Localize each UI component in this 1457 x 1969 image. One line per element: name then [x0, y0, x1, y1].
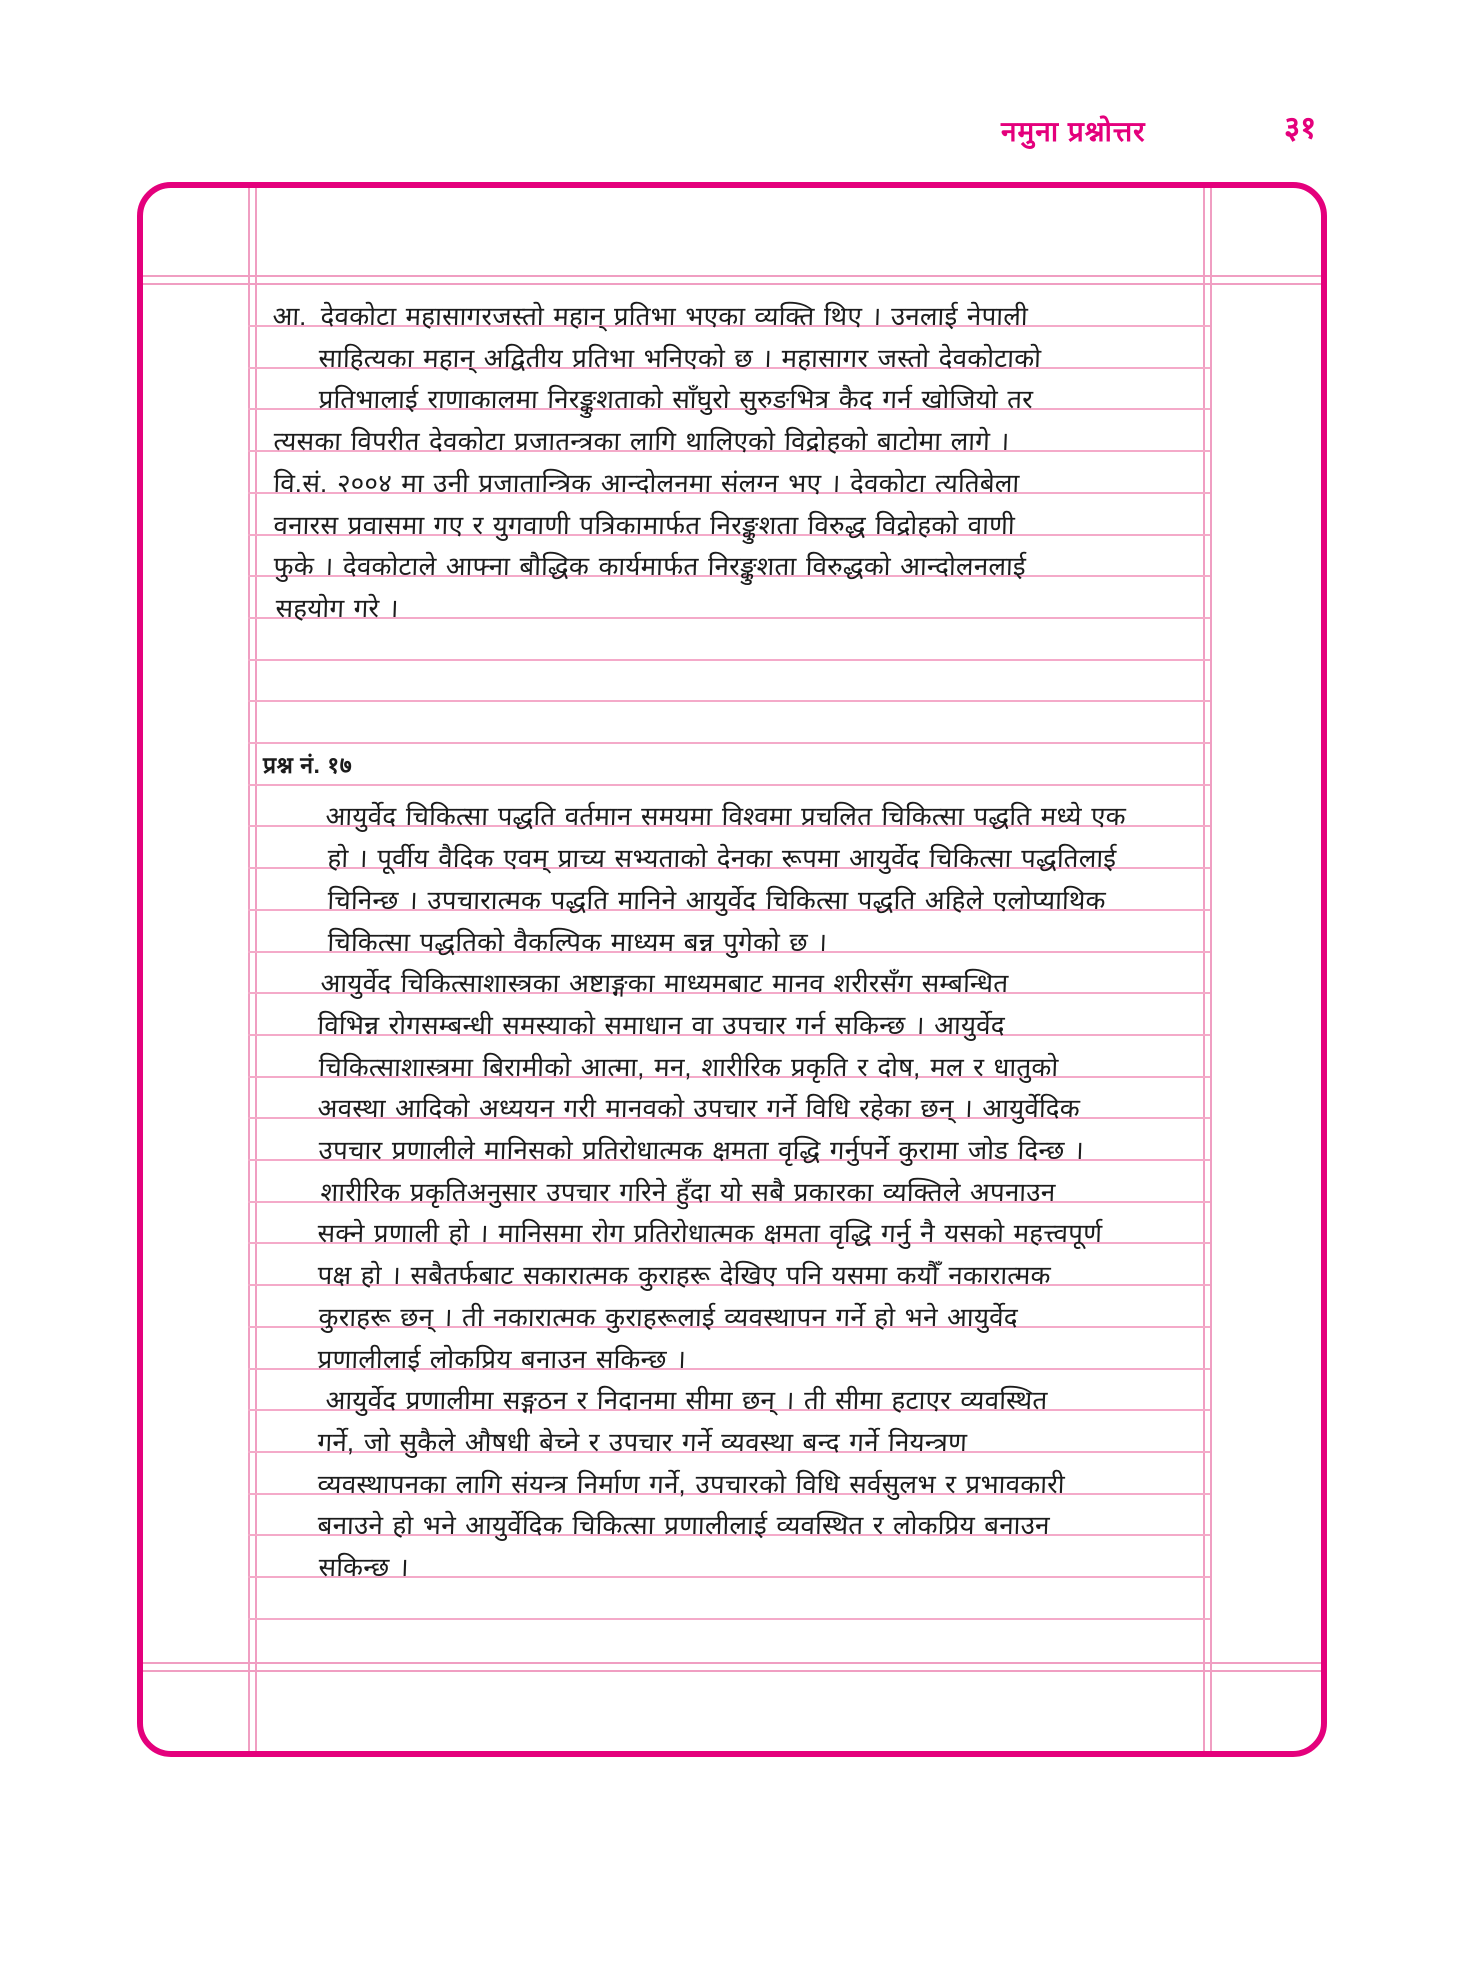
handwritten-line: उपचार प्रणालीले मानिसको प्रतिरोधात्मक क्षमता वृद्धि गर्नुपर्ने कुरामा जोड दिन्छ ।: [318, 1135, 1085, 1165]
answer-label: आ.: [272, 301, 308, 331]
handwritten-line: आयुर्वेद चिकित्साशास्त्रका अष्टाङ्गका माध्यमबाट मानव शरीरसँग सम्बन्धित: [320, 968, 1009, 999]
handwritten-line: सकिन्छ ।: [318, 1552, 410, 1582]
ruled-line: [248, 784, 1210, 786]
page-header-title: नमुना प्रश्नोत्तर: [1001, 116, 1146, 147]
handwritten-line: पक्ष हो । सबैतर्फबाट सकारात्मक कुराहरू देखिए पनि यसमा कयौँ नकारात्मक: [317, 1260, 1052, 1291]
header-separator-line: [143, 283, 1321, 285]
handwritten-line: शारीरिक प्रकृतिअनुसार उपचार गरिने हुँदा यो सबै प्रकारका व्यक्तिले अपनाउन: [320, 1176, 1056, 1207]
handwritten-line: हो । पूर्वीय वैदिक एवम् प्राच्य सभ्यताको देनका रूपमा आयुर्वेद चिकित्सा पद्धतिलाई: [327, 843, 1117, 874]
handwritten-line: साहित्यका महान् अद्वितीय प्रतिभा भनिएको छ । महासागर जस्तो देवकोटाको: [318, 342, 1042, 373]
handwritten-line: प्रणालीलाई लोकप्रिय बनाउन सकिन्छ ।: [317, 1343, 687, 1374]
handwritten-line: चिनिन्छ । उपचारात्मक पद्धति मानिने आयुर्वेद चिकित्सा पद्धति अहिले एलोप्याथिक: [327, 884, 1107, 915]
handwritten-line: चिकित्साशास्त्रमा बिरामीको आत्मा, मन, शारीरिक प्रकृति र दोष, मल र धातुको: [318, 1051, 1059, 1082]
handwritten-line: व्यवस्थापनका लागि संयन्त्र निर्माण गर्ने, उपचारको विधि सर्वसुलभ र प्रभावकारी: [317, 1468, 1066, 1499]
ruled-line: [248, 1618, 1210, 1620]
ruled-line: [248, 700, 1210, 702]
handwritten-line: चिकित्सा पद्धतिको वैकल्पिक माध्यम बन्न पुगेको छ ।: [327, 926, 828, 957]
handwritten-line: वनारस प्रवासमा गए र युगवाणी पत्रिकामार्फत निरङ्कुशता विरुद्ध विद्रोहको वाणी: [273, 509, 1016, 540]
margin-line-left: [248, 188, 250, 1751]
handwritten-line: गर्ने, जो सुकैले औषधी बेच्ने र उपचार गर्ने व्यवस्था बन्द गर्ने नियन्त्रण: [317, 1426, 968, 1457]
page-number: ३१: [1284, 110, 1317, 145]
margin-line-right: [1203, 188, 1205, 1751]
handwritten-line: बनाउने हो भने आयुर्वेदिक चिकित्सा प्रणालीलाई व्यवस्थित र लोकप्रिय बनाउन: [317, 1510, 1051, 1541]
handwritten-line: प्रतिभालाई राणाकालमा निरङ्कुशताको साँघुरो सुरुङभित्र कैद गर्न खोजियो तर: [318, 384, 1034, 415]
handwritten-line: आयुर्वेद चिकित्सा पद्धति वर्तमान समयमा विश्वमा प्रचलित चिकित्सा पद्धति मध्ये एक: [325, 801, 1127, 832]
header-separator-line: [143, 275, 1321, 277]
answer-sheet-frame: [137, 182, 1327, 1757]
handwritten-line: देवकोटा महासागरजस्तो महान् प्रतिभा भएका व्यक्ति थिए । उनलाई नेपाली: [320, 301, 1029, 331]
handwritten-line: अवस्था आदिको अध्ययन गरी मानवको उपचार गर्ने विधि रहेका छन् । आयुर्वेदिक: [317, 1093, 1081, 1124]
handwritten-line: वि.सं. २००४ मा उनी प्रजातान्त्रिक आन्दोलनमा संलग्न भए । देवकोटा त्यतिबेला: [273, 467, 1020, 498]
handwritten-line: सक्ने प्रणाली हो । मानिसमा रोग प्रतिरोधात्मक क्षमता वृद्धि गर्नु नै यसको महत्त्वपूर्ण: [317, 1218, 1103, 1249]
handwritten-line: त्यसका विपरीत देवकोटा प्रजातन्त्रका लागि थालिएको विद्रोहको बाटोमा लागे ।: [273, 426, 1011, 457]
footer-separator-line: [143, 1670, 1321, 1672]
footer-separator-line: [143, 1662, 1321, 1664]
handwritten-line: फुके । देवकोटाले आफ्ना बौद्धिक कार्यमार्फत निरङ्कुशता विरुद्धको आन्दोलनलाई: [273, 551, 1027, 582]
question-heading: प्रश्न नं. १७: [263, 751, 353, 778]
margin-line-right: [1210, 188, 1212, 1751]
handwritten-line: विभिन्न रोगसम्बन्धी समस्याको समाधान वा उपचार गर्न सकिन्छ । आयुर्वेद: [317, 1009, 1006, 1040]
handwritten-line: कुराहरू छन् । ती नकारात्मक कुराहरूलाई व्यवस्थापन गर्ने हो भने आयुर्वेद: [318, 1301, 1019, 1332]
handwritten-line: आयुर्वेद प्रणालीमा सङ्गठन र निदानमा सीमा छन् । ती सीमा हटाएर व्यवस्थित: [325, 1385, 1048, 1416]
handwritten-line: सहयोग गरे ।: [275, 592, 400, 623]
ruled-line: [248, 659, 1210, 661]
margin-line-left: [255, 188, 257, 1751]
ruled-line: [248, 742, 1210, 744]
